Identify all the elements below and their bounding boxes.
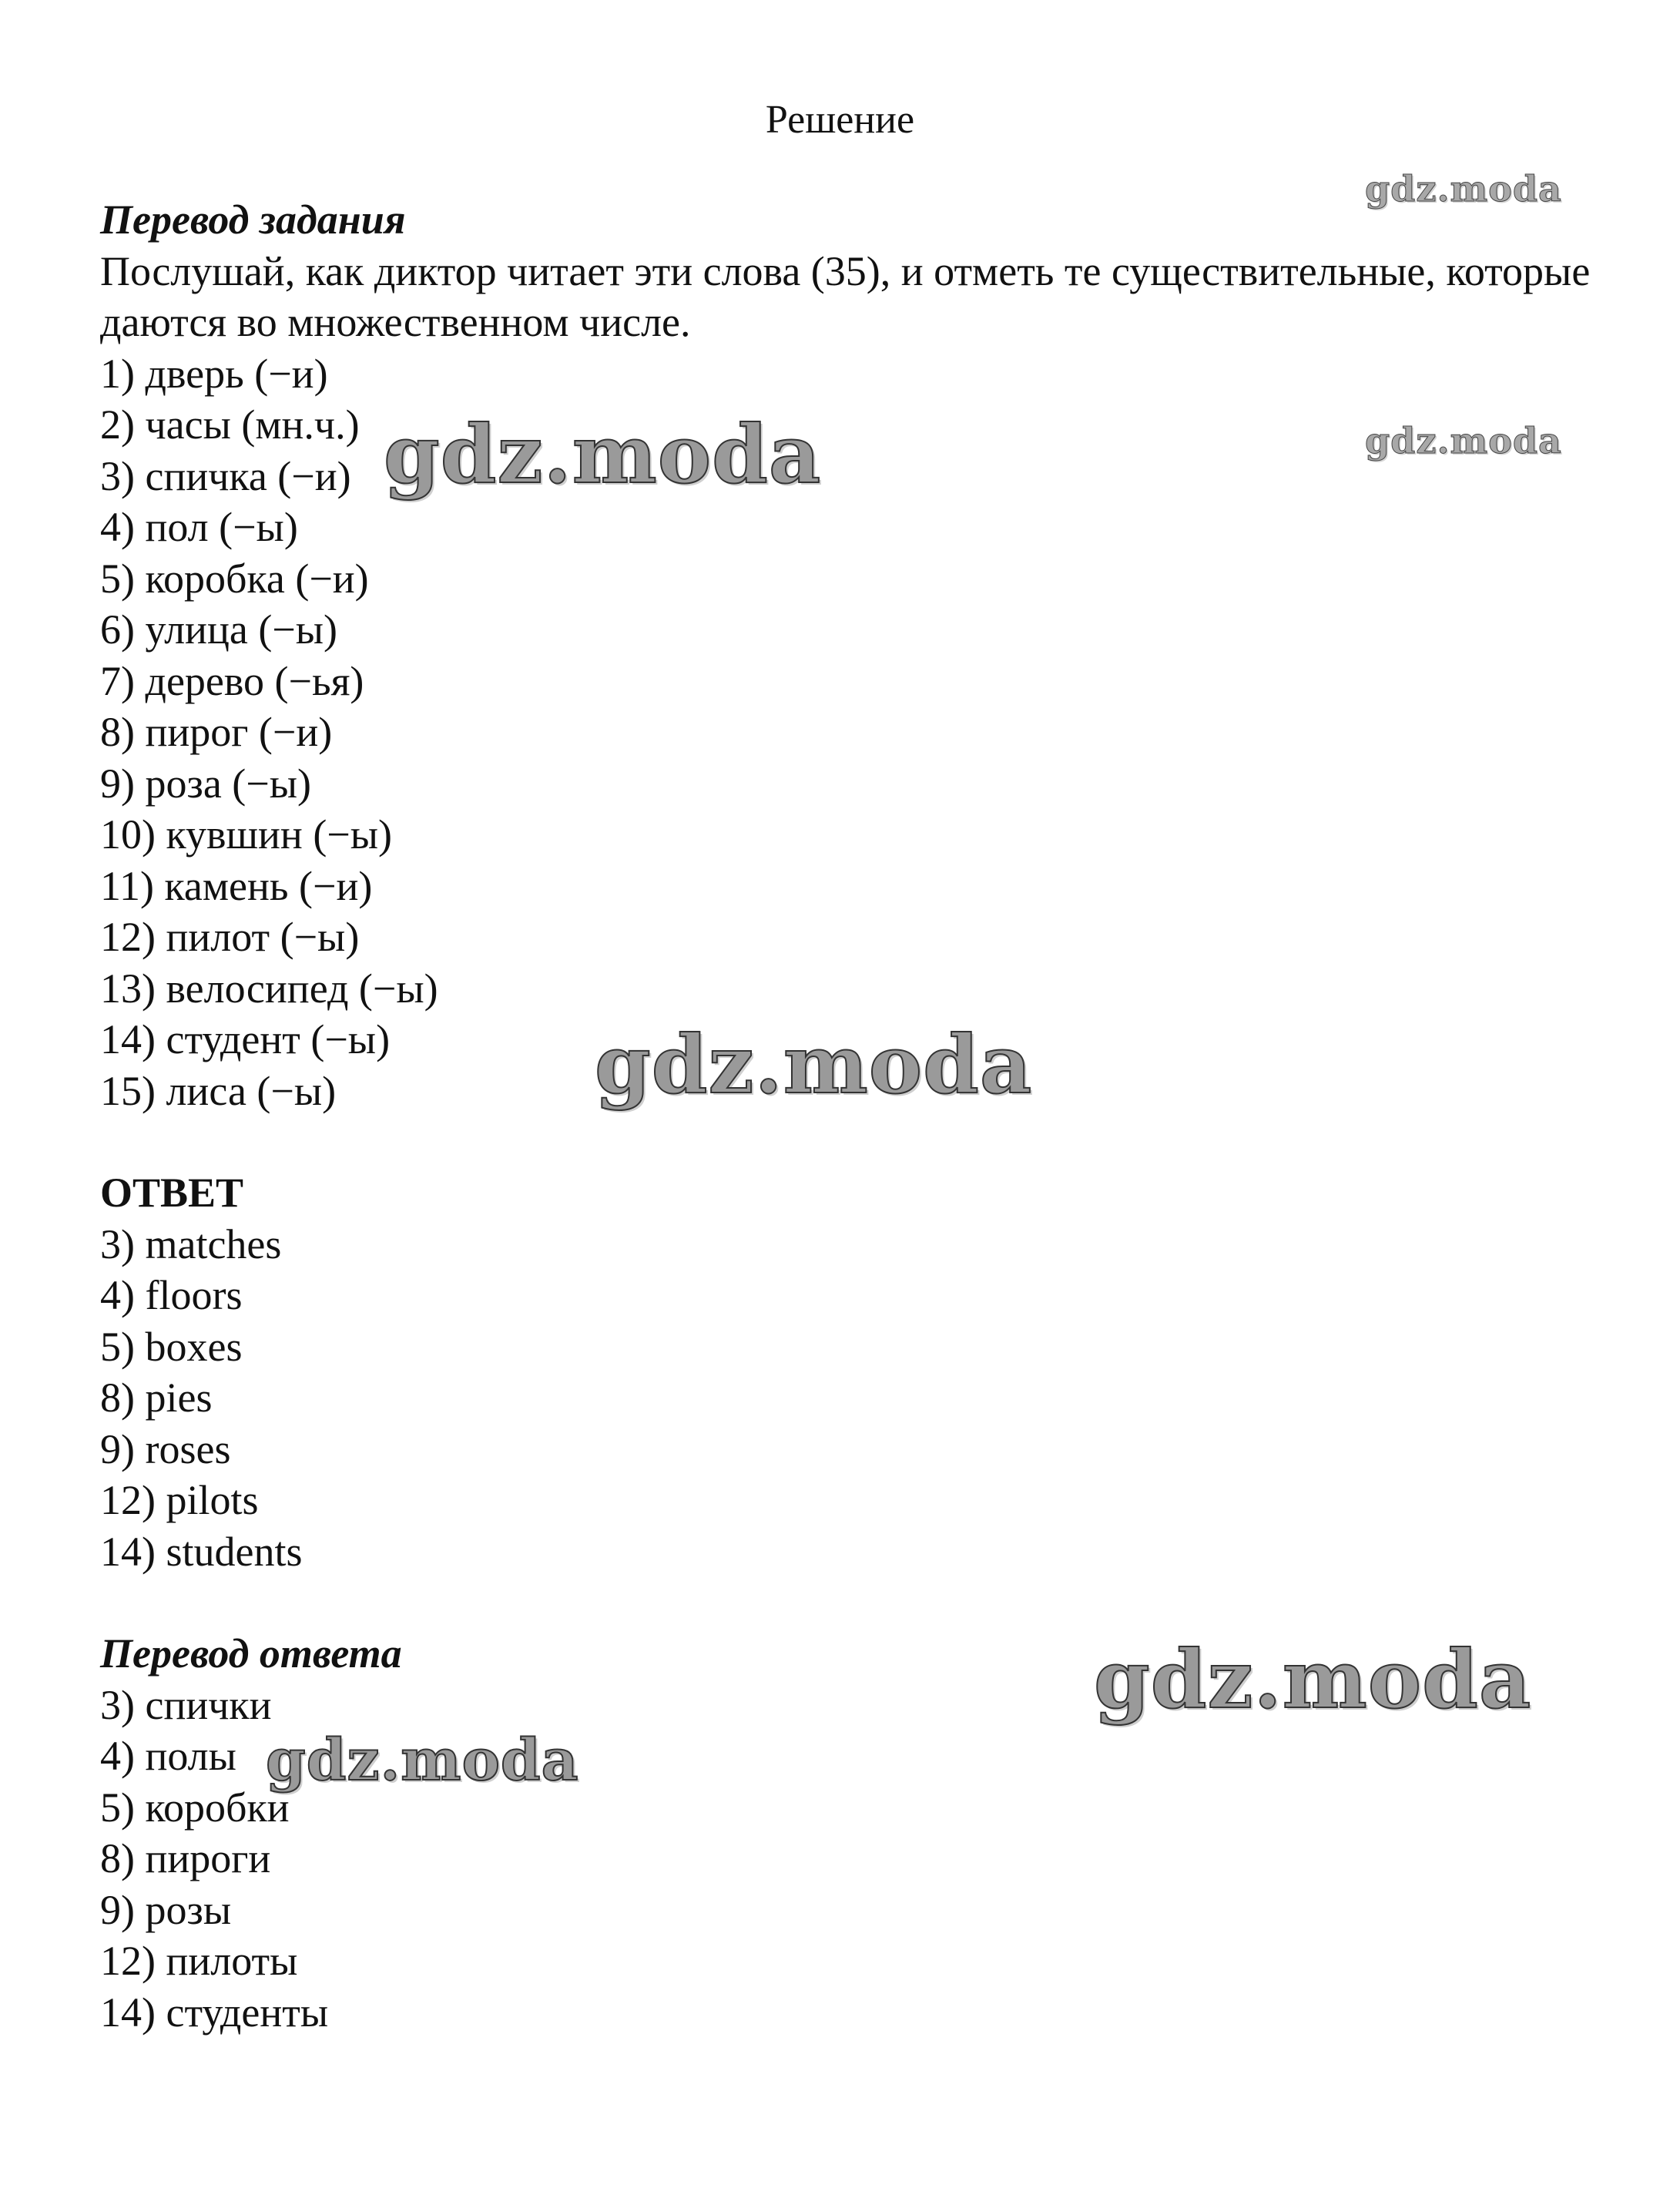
answer-heading: ОТВЕТ: [100, 1170, 244, 1216]
task-text: Послушай, как диктор читает эти слова (35), и отметь те существительные, которые даются во множественном числе.: [100, 247, 1591, 345]
list-item: 5) коробки: [100, 1784, 290, 1831]
list-item: 4) пол (−ы): [100, 504, 298, 550]
list-item: 3) matches: [100, 1220, 282, 1267]
task-list: [100, 348, 1602, 1117]
list-item: 12) пилот (−ы): [100, 914, 360, 960]
list-item: 6) улица (−ы): [100, 606, 338, 653]
list-item: 8) пироги: [100, 1835, 271, 1881]
list-item: 3) спички: [100, 1681, 272, 1728]
list-item: 5) boxes: [100, 1323, 243, 1370]
answer-list: [100, 1219, 1602, 1578]
list-item: 9) роза (−ы): [100, 760, 311, 807]
list-item: 13) велосипед (−ы): [100, 965, 438, 1012]
list-item: 4) floors: [100, 1272, 243, 1318]
list-item: 14) students: [100, 1528, 303, 1575]
list-item: 9) розы: [100, 1886, 232, 1933]
answer-translation-heading: Перевод ответа: [100, 1630, 402, 1677]
list-item: 2) часы (мн.ч.): [100, 401, 360, 448]
watermark: gdz.moda: [595, 1017, 1033, 1112]
task-heading: Перевод задания: [100, 196, 406, 243]
page-title: Решение: [765, 98, 915, 142]
list-item: 7) дерево (−ья): [100, 657, 364, 704]
list-item: 8) pies: [100, 1374, 213, 1421]
list-item: 11) камень (−и): [100, 862, 373, 909]
section-spacer: [100, 1116, 1602, 1167]
list-item: 12) pilots: [100, 1477, 259, 1523]
watermark: gdz.moda: [1365, 420, 1562, 462]
watermark: gdz.moda: [384, 407, 822, 502]
watermark: gdz.moda: [1094, 1632, 1532, 1727]
list-item: 4) полы: [100, 1733, 236, 1779]
list-item: 9) roses: [100, 1425, 231, 1472]
list-item: 14) студенты: [100, 1989, 329, 2036]
section-spacer: [100, 1577, 1602, 1628]
list-item: 12) пилоты: [100, 1938, 298, 1984]
list-item: 5) коробка (−и): [100, 555, 369, 602]
list-item: 8) пирог (−и): [100, 709, 333, 755]
list-item: 1) дверь (−и): [100, 350, 328, 397]
watermark: gdz.moda: [266, 1727, 579, 1794]
watermark: gdz.moda: [1365, 168, 1562, 210]
list-item: 10) кувшин (−ы): [100, 811, 393, 858]
list-item: 3) спичка (−и): [100, 452, 351, 499]
list-item: 14) студент (−ы): [100, 1016, 391, 1062]
list-item: 15) лиса (−ы): [100, 1067, 337, 1114]
